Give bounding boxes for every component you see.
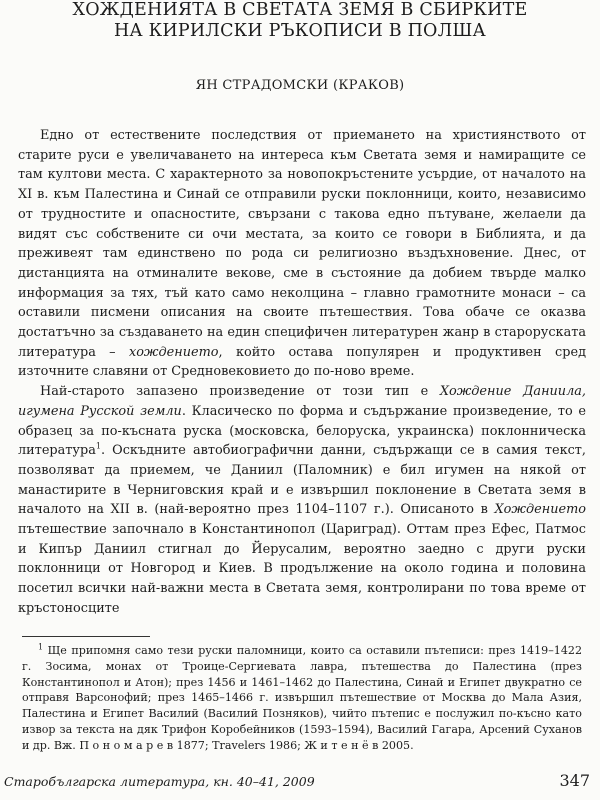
paragraph-1-text: Едно от естествените последствия от приемането на християнството от старите руси е увеличаването на интереса към Светата земя и намиращите се там култови места. С характерното за новопокръстените усърдие, от началото на XI в. към Палестина и Синай се отправили руски поклонници, които, независимо от трудностите и опасностите, свързани с такова едно пътуване, желаели да видят със собствените си очи местата, за които се говори в Библията, и да преживеят там единствено по рода си религиозно въздъхновение. Днес, от дистанцията на отминалите векове, сме в състояние да добием твърде малко информация за тях, тъй като само неколцина – главно грамотните монаси – са оставили писмени описания на своите пътешествия. Това обаче се оказва достатъчно за създаването на един специфичен литературен жанр в староруската литература – — [18, 128, 586, 360]
article-title-line-1: ХОЖДЕНИЯТА В СВЕТАТА ЗЕМЯ В СБИРКИТЕ — [72, 0, 528, 20]
footnote-divider — [22, 636, 150, 637]
paragraph-2-italic-title: Хождение Даниила, игумена Русской земли — [18, 384, 586, 419]
paragraph-2-text-3: . Оскъдните автобиографични данни, съдържащи се в самия текст, позволяват да приемем, че Даниил (Паломник) е бил игумен на някой от манастирите в Черниговския край и е извършил поклонение в Светата земя в началото на XII в. (най-вероятно през 1104–1107 г.). Описаното в — [18, 443, 586, 518]
paragraph-2 — [18, 382, 586, 618]
article-body — [18, 126, 586, 619]
page-number: 347 — [559, 771, 590, 790]
footnote-text: Ще припомня само тези руски паломници, които са оставили пътеписи: през 1419–1422 г. Зосима, монах от Троице-Сергиевата лавра, пътешества до Палестина (през Константинопол и Атон); през 1456 и 1461–1462 до Палестина, Синай и Египет двукратно се отправя Варсонофий; през 1465–1466 г. извършил пътешествие от Москва до Мала Азия, Палестина и Египет Василий (Василий Позняков), чийто пътепис е послужил по-късно като извор за текста на дяк Трифон Коробейников (1593–1594), Василий Гагара, Арсений Суханов и др. Вж. П о н о м а р е в 1877; Travelers 1986; Ж и т е н ё в 2005. — [22, 644, 582, 752]
paragraph-2-text-4: пътешествие започнало в Константинопол (Цариград). Оттам през Ефес, Патмос и Кипър Даниил стигнал до Йерусалим, вероятно заедно с други руски поклонници от Новгород и Киев. В продължение на около година и половина посетил всички най-важни места в Светата земя, контролирани по това време от кръстоносците — [18, 522, 586, 616]
footnote-paragraph — [22, 643, 582, 754]
paragraph-1-italic-term: хождението — [128, 344, 219, 360]
footnote-reference[interactable]: 1 — [95, 441, 101, 451]
journal-citation: Старобългарска литература, кн. 40–41, 2009 — [4, 774, 315, 789]
paragraph-2-text-2: . Класическо по форма и съдържание произведение, то е образец за по-късната руска (московска, белоруска, украинска) поклонническа литература — [18, 403, 586, 459]
paragraph-1 — [18, 126, 586, 382]
article-title-line-2: НА КИРИЛСКИ РЪКОПИСИ В ПОЛША — [113, 21, 487, 41]
paragraph-2-italic-term: Хождението — [494, 502, 586, 518]
footnote — [22, 643, 582, 754]
paragraph-1-end: , който остава популярен и продуктивен сред източните славяни от Средновековието до по-ново време. — [18, 344, 586, 380]
footnote-number: 1 — [38, 642, 44, 652]
page-footer — [0, 771, 600, 794]
author-line: ЯН СТРАДОМСКИ (КРАКОВ) — [195, 78, 405, 93]
paragraph-2-text-1: Най-старото запазено произведение от този тип е — [40, 384, 429, 400]
article-title — [30, 0, 570, 42]
